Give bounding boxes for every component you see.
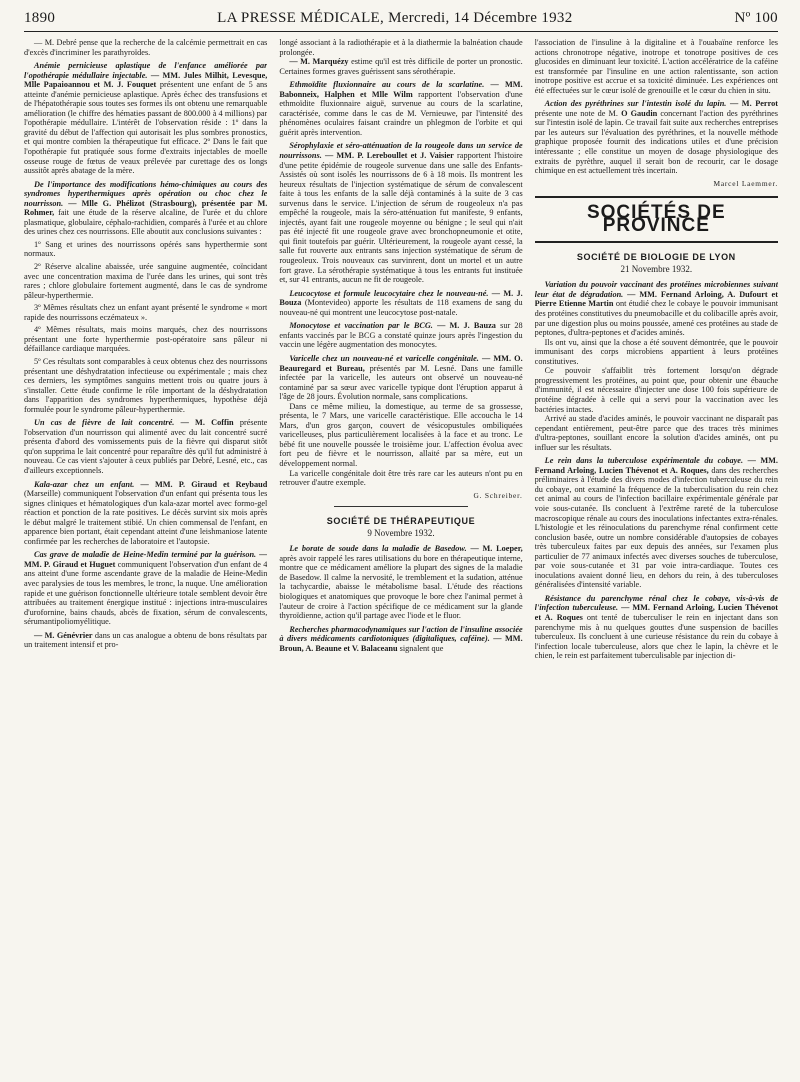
conclusion-item: 3º Mêmes résultats chez un enfant ayant présenté le syndrome « mort rapide des nourrissons eczémateux ».	[24, 303, 268, 322]
article-authors: — MM. Jules Milhit, Levesque, Mlle Papaioannou et M. J. Fouquet	[24, 70, 268, 90]
article-text: fait une étude de la réserve alcaline, de l'urée et du chlore plasmatique, globulaire, céphalo-rachidien, comparés à l'urée et au chlore des urines chez ces nourrissons. Elle aboutit aux conclusions suivantes :	[24, 208, 268, 237]
article-text: présentent une enfant de 5 ans atteinte d'anémie pernicieuse aplastique. Après échec des transfusions et de l'hépatothérapie sous toutes ses formes ils ont obtenu une remarquable amélioration (le chiffre des hématies passant de 800.000 à 4 millions) par l'opothérapie médullaire. L'intérêt de l'observation réside : 1º dans la gravité du début de l'affection qui autorisait les plus sombres pronostics, et qui montre combien la thérapeutique fut efficace. 2º Dans le fait que l'opothérapie fut pratiquée sous forme d'extraits injectables de moelle osseuse rouge de fœtus de veaux prélevée par curettage des os longs aussitôt après abatage de la mère.	[24, 80, 268, 176]
journal-title: LA PRESSE MÉDICALE, Mercredi, 14 Décembre 1932	[217, 10, 573, 26]
article-title: Le borate de soude dans la maladie de Basedow.	[289, 544, 467, 554]
conclusion-item: 2º Réserve alcaline abaissée, urée sanguine augmentée, coïncidant avec une concentration maxima de l'urée dans les urines, qui sont très rares ; chlore globulaire fortement augmenté, dans le cas de syndrome pâleur-hyperthermie.	[24, 262, 268, 300]
article-authors: — M. Génévrier	[34, 630, 93, 640]
article-pouvoir-vaccinant	[535, 280, 778, 337]
article-authors: — MM. Fernand Arloing, Lucien Thévenot et A. Roques,	[534, 456, 778, 475]
article-rein-tuberculose	[535, 456, 778, 590]
column-1	[24, 38, 267, 1078]
article-title: Leucocytose et formule leucocytaire chez le nouveau-né.	[289, 288, 489, 298]
article-authors: — MM. Babonneix, Halphen et Mlle Wilm	[279, 80, 523, 99]
article-title: Anémie pernicieuse aplastique de l'enfance améliorée par l'opothérapie médullaire injectable.	[24, 61, 268, 80]
article-resistance-rein	[535, 594, 778, 661]
article-ethmoidite	[279, 80, 522, 137]
article-text: ont étudié chez le cobaye le pouvoir immunisant des protéines constitutives du pneumobacille et du colibacille après avoir, par une digestion plus ou moins poussée, amené ces protéines au stade de peptones, d'ultra-peptones et d'acides aminés.	[534, 299, 778, 338]
article-monocytose	[279, 321, 522, 350]
article-title: Le rein dans la tuberculose expérimentale du cobaye.	[544, 456, 744, 466]
article-text: estime qu'il est très difficile de porter un pronostic. Certaines formes graves guérissent sans sérothérapie.	[279, 57, 523, 76]
paragraph: Ils ont vu, ainsi que la chose a été souvent démontrée, que le pouvoir immunisant des corps microbiens appartient à leurs protéines constitutives.	[534, 337, 778, 366]
conclusion-item: 4º Mêmes résultats, mais moins marqués, chez des nourrissons présentant une forte hyperthermie post-opératoire sans pâleur ni défaillance cardiaque marquées.	[24, 325, 268, 354]
article-authors: — M. J. Bouza	[279, 288, 523, 308]
section-divider	[334, 506, 468, 507]
article-borate	[279, 544, 522, 620]
article-authors: — M. J. Bauza	[437, 321, 496, 331]
section-title: SOCIÉTÉS DE PROVINCE	[586, 202, 726, 236]
article-rougeole	[279, 141, 522, 284]
article-text: présentés par M. Lesné. Dans une famille infectée par la varicelle, les auteurs ont observé un nouveau-né contaminé par sa sœur avec varicelle typique dont l'éruption apparut à l'âge de 28 jours. Évolution normale, sans complications.	[279, 363, 523, 402]
section-signature: G. Schreiber.	[473, 490, 523, 500]
society-heading: SOCIÉTÉ DE BIOLOGIE DE LYON	[576, 252, 736, 263]
article-authors: — MM. Fernand Arloing, Lucien Thévenot et A. Roques	[534, 603, 778, 622]
article-text: présente l'observation d'un nourrisson qui alimenté avec du lait concentré sucré présenta d'abord des vomissements puis de la fièvre qui disparut sitôt qu'on supprima le lait concentré pour reparaître dès qu'il fut administré à nouveau. Ce cas vient s'ajouter à ceux publiés par Debré, Lesné, etc., cas d'ailleurs exceptionnels.	[24, 418, 268, 475]
article-text: dans un cas analogue a obtenu de bons résultats par un traitement intensif et pro-	[24, 630, 268, 650]
article-text: rapportent l'histoire d'une petite épidémie de rougeole survenue dans une salle des Enfants-Assistés où sont isolés les nourrissons de 6 à 18 mois. Ils montrent les heureux résultats de l'injection systématique de sérum de convalescent faite à tous les enfants de la salle déjà contaminés à la suite de 3 cas survenus dans le service. L'injection de sérum de rougeoleux n'a pas empêché la rougeole, mais la séro-atténuation fut manifeste, 9 enfants, injectés, ayant fait une rougeole moyenne ou bénigne ; le seul qui n'ait pas été injecté fit une rougeole grave avec bronchopneumonie et otite, qui finit toutefois par guérir. Ultérieurement, la rougeole ayant cessé, la salle fut rouverte aux entrants sans injection systématique de sérum de rougeoleux. Trois nouveaux cas survinrent, dont un mortel et un autre fort grave. La sérothérapie systématique à tous les entrants fut instituée et, sur 41 entrants, aucun ne fit de rougeole.	[279, 151, 523, 285]
article-text: (Marseille) communiquent l'observation d'un enfant qui présenta tous les signes cliniques et hématologiques d'un kala-azar mortel avec formo-gel réaction et ponction de la rate positives. Le décès survint six mois après le début malgré le traitement stibié. Un chien commensal de l'enfant, en apparence bien portant, était cependant atteint d'une leishmaniose latente confirmée par les recherches de laboratoire et l'autopsie.	[24, 489, 268, 546]
conclusion-item: 1º Sang et urines des nourrissons opérés sans hyperthermie sont normaux.	[24, 239, 268, 259]
article-kala-azar	[24, 480, 267, 547]
society-date: 21 Novembre 1932.	[620, 263, 693, 274]
article-title: Cas grave de maladie de Heine-Medin terminé par la guérison.	[34, 550, 257, 560]
paragraph: La varicelle congénitale doit être très rare car les auteurs n'ont pu en retrouver d'autre exemple.	[279, 468, 523, 488]
article-hemochimie	[24, 180, 267, 237]
column-2	[279, 38, 522, 1078]
article-title: Monocytose et vaccination par le BCG.	[289, 321, 433, 331]
article-authors: — MM. P. Giraud et Huguet	[24, 550, 268, 569]
comment-marquezy	[279, 57, 522, 76]
article-authors: — Mlle G. Phélizot (Strasbourg), présentée par M. Rohmer,	[24, 198, 268, 218]
article-pyrethrines	[535, 99, 778, 175]
paragraph: longé associant à la radiothérapie et à la diathermie la balnéation chaude prolongée.	[279, 38, 523, 57]
article-authors: — M. Coffin	[180, 418, 234, 428]
article-text: après avoir rappelé les rares utilisations du bore en thérapeutique interne, montre que ce médicament améliore la plupart des signes de la maladie de Basedow. Il calme la nervosité, le tremblement et la sudation, atténue la tachycardie, abaisse le métabolisme basal. L'étude des réactions biologiques et anatomiques que provoque le bore chez l'animal permet à l'auteur de croire à l'action spécifique de ce médicament sur la glande thyroïdienne, action qu'il partage avec l'iode et le fluor.	[279, 553, 523, 621]
article-title: Varicelle chez un nouveau-né et varicelle congénitale.	[289, 353, 479, 363]
article-authors: — MM. P. Lereboullet et J. Vaisier	[324, 151, 454, 161]
article-text: (Montevideo) apporte les résultats de 118 examens de sang du nouveau-né qui montrent une leucocytose post-natale.	[279, 298, 523, 317]
issue-number: Nº 100	[734, 10, 778, 26]
article-authors: — MM. Fernand Arloing, A. Dufourt et Pierre Etienne Martin	[534, 289, 778, 309]
article-fievre-lait	[24, 418, 267, 475]
article-authors: — MM. P. Giraud et Reybaud	[140, 479, 268, 489]
section-banner	[535, 196, 778, 243]
article-authors: — MM. O. Beauregard et Bureau,	[279, 353, 523, 373]
article-title: Un cas de fièvre de lait concentré.	[34, 418, 175, 428]
text-columns	[24, 38, 778, 1078]
article-text: sur 28 enfants vaccinés par le BCG a constaté quinze jours après l'ingestion du vaccin une légère augmentation des monocytes.	[279, 321, 523, 350]
article-authors: — M. Perrot	[729, 99, 778, 109]
conclusion-item: 5º Ces résultats sont comparables à ceux obtenus chez des nourrissons présentant une déshydratation infectieuse ou expérimentale ; mais chez ces derniers, les symptômes sanguins mettent trois ou quatre jours à s'installer. Cette étude confirme le rôle important de la déshydratation dans l'apparition des syndromes hyperthermiques, hypothèse déjà formulée pour le syndrome pâleur-hyperthermie.	[24, 356, 268, 414]
paragraph: Ce pouvoir s'affaiblit très fortement lorsqu'on dégrade progressivement les protéines, au point que, pour obtenir une ébauche d'immunité, il est nécessaire d'injecter une dose 100 fois supérieure de protéine dégradée à celle qui a servi pour la vaccination avec les bactéries intactes.	[534, 366, 778, 414]
page-header	[24, 10, 778, 32]
comment-genevrier	[24, 631, 267, 650]
article-text: présente une note de M.	[534, 108, 622, 118]
article-title: Action des pyréthrines sur l'intestin isolé du lapin.	[544, 99, 727, 109]
section-signature: Marcel Laemmer.	[713, 178, 778, 188]
page-number-left: 1890	[24, 10, 56, 26]
paragraph: — M. Debré pense que la recherche de la calcémie permettrait en cas d'excès d'incriminer les parathyroïdes.	[24, 38, 268, 57]
column-3	[535, 38, 778, 1078]
paragraph: l'association de l'insuline à la digitaline et à l'ouabaïne renforce les actions chronotrope négative, inotrope et tonotrope positives de ces glucosides en diminuant leur toxicité. L'action accélératrice de la caféine est transformée par l'insuline en une action ralentissante, son action inotrope positive est accrue et sa toxicité diminuée. Les expériences ont été effectuées sur le cœur isolé de grenouille et le cœur du chien in situ.	[534, 38, 778, 95]
article-anemie	[24, 61, 267, 176]
article-title: Ethmoïdite fluxionnaire au cours de la scarlatine.	[289, 80, 485, 90]
article-authors: O Gaudin	[621, 108, 658, 118]
paragraph: Arrivé au stade d'acides aminés, le pouvoir vaccinant ne disparaît pas cependant entièrement, peut-être parce que des traces très minimes d'ultra-peptones, souillant encore la solution d'acides aminés, ont pu influer sur les résultats.	[534, 414, 778, 452]
article-text: communiquent l'observation d'un enfant de 4 ans atteint d'une forme ascendante grave de la maladie de Heine-Medin avec paralysies de tous les membres, le tronc, la nuque. Une amélioration rapide et une guérison fonctionnelle ultérieure totale semblent devoir être attribuées au traitement énergique institué : injections intra-musculaires d'urofornine, bains chauds, abcès de fixation, sérum de convalescents, sérumantipoliomyélitique.	[24, 559, 268, 627]
article-authors: — M. Loeper,	[470, 544, 523, 554]
article-title: Résistance du parenchyme rénal chez le cobaye, vis-à-vis de l'infection tuberculeuse.	[534, 593, 778, 613]
article-title: Variation du pouvoir vaccinant des protéines microbiennes suivant leur état de dégradation.	[534, 280, 778, 299]
article-leucocytose	[279, 289, 522, 318]
paragraph: Dans ce même milieu, la domestique, au terme de sa grossesse, présenta, le 7 Mars, une varicelle caractéristique. Elle accoucha le 14 Mars, d'un gros garçon, couvert de vésicopustules ombiliquées varicelleuses, plus particulièrement localisées à la face et au tronc. Le bébé fit une nouvelle poussée le troisième jour. L'affection évolua avec fort peu de fièvre et le nourrisson, allaité par sa mère, eut un développement normal.	[279, 401, 523, 468]
society-date: 9 Novembre 1932.	[367, 527, 435, 538]
article-text: concernant l'action des pyréthrines sur l'intestin isolé de lapin. Ce travail fait suite aux recherches entreprises par les auteurs sur l'évaluation des pyréthrines, et la nouvelle méthode graphique proposée fournit des indications utiles et d'une précision intéressante ; elle constitue un moyen de dosage physiologique des extraits de pyrèthre, auquel il serait bon de recourir, car le dosage chimique en est actuellement très incertain.	[534, 108, 778, 176]
article-title: De l'importance des modifications hémo-chimiques au cours des syndromes hyperthermiques après opération ou choc chez le nourrisson.	[24, 179, 268, 208]
article-text: signalent que	[399, 643, 444, 653]
article-title: Kala-azar chez un enfant.	[34, 479, 135, 489]
article-authors: — M. Marquézy	[289, 57, 349, 67]
article-heine-medin	[24, 550, 267, 626]
article-title: Recherches pharmacodynamiques sur l'action de l'insuline associée à divers médicaments cardiotoniques (digitaliques, caféine).	[279, 624, 523, 644]
article-text: rapportent l'observation d'une ethmoïdite fluxionnaire aiguë, survenue au cours de la scarlatine, caractérisée, comme dans le cas de M. Vernieuwe, par l'intensité des phénomènes oculaires faisant craindre un phlegmon de l'orbite et qui guérit après intervention.	[279, 89, 523, 137]
article-authors: — MM. Broun, A. Beaune et V. Balaceanu	[279, 634, 523, 653]
article-text: ont tenté de tuberculiser le rein en injectant dans son parenchyme mis à nu quelques gouttes d'une suspension de bacilles tuberculeux. Ils concluent à une curieuse résistance du rein du cobaye à l'infection locale tuberculeuse, alors que chez le lapin, la chèvre et le chien, le rein est parfaitement tuberculisable par injection di-	[534, 612, 778, 661]
article-varicelle	[279, 354, 522, 402]
article-insuline	[279, 625, 522, 654]
society-heading: SOCIÉTÉ DE THÉRAPEUTIQUE	[326, 516, 476, 527]
article-text: dans des recherches préliminaires à l'étude des divers modes d'infection tuberculeuse du rein du cobaye, ont examiné la fréquence de la tuberculisation du rein chez cet animal au cours de l'infection bacillaire expérimentale générale par voie sous-cutanée. Ils concluent à l'extrême rareté de la tuberculose macroscopique rénale au cours des inoculations infectantes extra-rénales. L'histologie et les réinoculations du parenchyme rénal confirment cette conclusion basée, outre un nombre considérable d'autopsies de cobayes très tuberculeux faites par eux depuis des années, sur l'examen plus particulier de 77 animaux infectés avec diverses souches de tuberculose, par voie sous-cutanée et 31 par voie intra-cardiaque. Toutes ces inoculations avaient donné lieu, en dehors du rein, à des tuberculoses généralisées d'intensité variable.	[534, 465, 778, 590]
article-title: Sérophylaxie et séro-atténuation de la rougeole dans un service de nourrissons.	[279, 141, 523, 161]
